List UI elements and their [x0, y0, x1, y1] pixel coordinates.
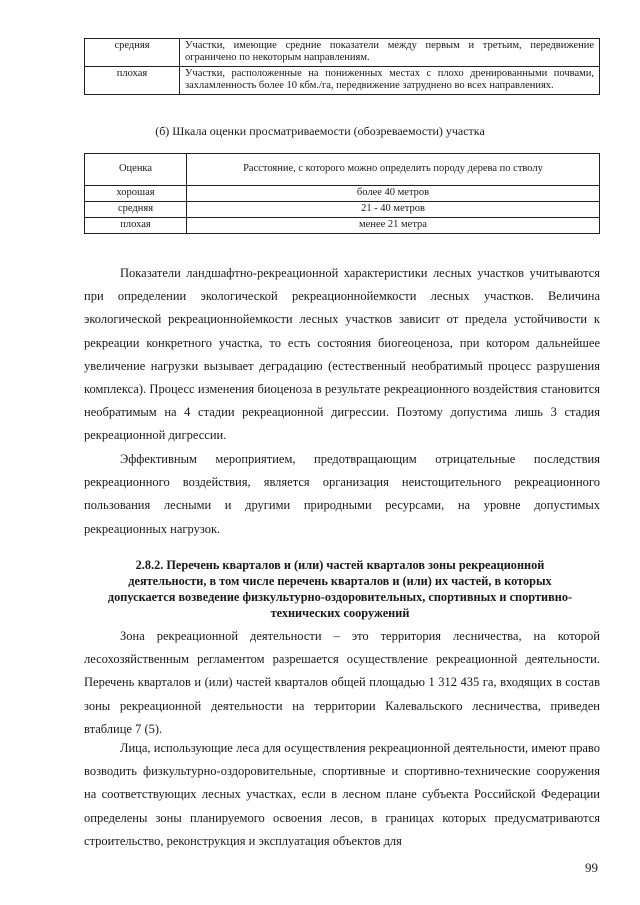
table-header-row — [85, 154, 600, 186]
grade-cell: плохая — [85, 218, 187, 234]
grade-cell: средняя — [85, 39, 180, 67]
table-caption: (б) Шкала оценки просматриваемости (обозреваемости) участка — [155, 124, 485, 138]
body-paragraph: Зона рекреационной деятельности – это территория лесничества, на которой лесохозяйственным регламентом разрешается осуществление рекреационной деятельности. Перечень кварталов и (или) частей кварталов общей площадью 1 312 435 га, входящих в состав зоны рекреационной деятельности на территории Калевальского лесничества, приведен втаблице 7 (5). — [84, 629, 600, 736]
table-row — [85, 186, 600, 202]
description-cell: Участки, расположенные на пониженных местах с плохо дренированными почвами, захламленность более 10 кбм./га, передвижение затруднено во всех направлениях. — [180, 67, 600, 95]
table-row — [85, 39, 600, 67]
column-header: Расстояние, с которого можно определить породу дерева по стволу — [187, 154, 600, 186]
column-header: Оценка — [85, 154, 187, 186]
distance-cell: 21 - 40 метров — [187, 202, 600, 218]
page-number: 99 — [585, 860, 598, 875]
distance-cell: более 40 метров — [187, 186, 600, 202]
body-paragraph: Эффективным мероприятием, предотвращающим отрицательные последствия рекреационного воздействия, является организация неистощительного рекреационного пользования лесными и другими природными ресурсами, на уровне допустимых рекреационных нагрузок. — [84, 452, 600, 536]
description-cell: Участки, имеющие средние показатели между первым и третьим, передвижение ограничено по некоторым направлениям. — [180, 39, 600, 67]
table-row — [85, 202, 600, 218]
passability-table — [84, 38, 600, 95]
grade-cell: плохая — [85, 67, 180, 95]
distance-cell: менее 21 метра — [187, 218, 600, 234]
table-row — [85, 218, 600, 234]
body-paragraph: Показатели ландшафтно-рекреационной характеристики лесных участков учитываются при определении экологической рекреационнойемкости лесных участков. Величина экологической рекреационнойемкости лесных участков зависит от предела устойчивости к рекреации конкретного участка, то есть состояния биогеоценоза, при котором дальнейшее увеличение нагрузки вызывает деградацию (естественный необратимый процесс разрушения комплекса). Процесс изменения биоценоза в результате рекреационного воздействия становится необратимым на 4 стадии рекреационной дигрессии. Поэтому допустима лишь 3 стадия рекреационной дигрессии. — [84, 266, 600, 443]
section-heading: 2.8.2. Перечень кварталов и (или) частей кварталов зоны рекреационной деятельности, в том числе перечень кварталов и (или) их частей, в которых допускается возведение физкультурно-оздоровительных, спортивных и спортивно-технических сооружений — [107, 558, 573, 620]
grade-cell: средняя — [85, 202, 187, 218]
grade-cell: хорошая — [85, 186, 187, 202]
body-paragraph: Лица, использующие леса для осуществления рекреационной деятельности, имеют право возводить физкультурно-оздоровительные, спортивные и спортивно-технические сооружения на соответствующих лесных участках, если в лесном плане субъекта Российской Федерации определены зоны планируемого освоения лесов, в границах которых предусматриваются строительство, реконструкция и эксплуатация объектов для — [84, 741, 600, 848]
table-row — [85, 67, 600, 95]
visibility-scale-table — [84, 153, 600, 234]
